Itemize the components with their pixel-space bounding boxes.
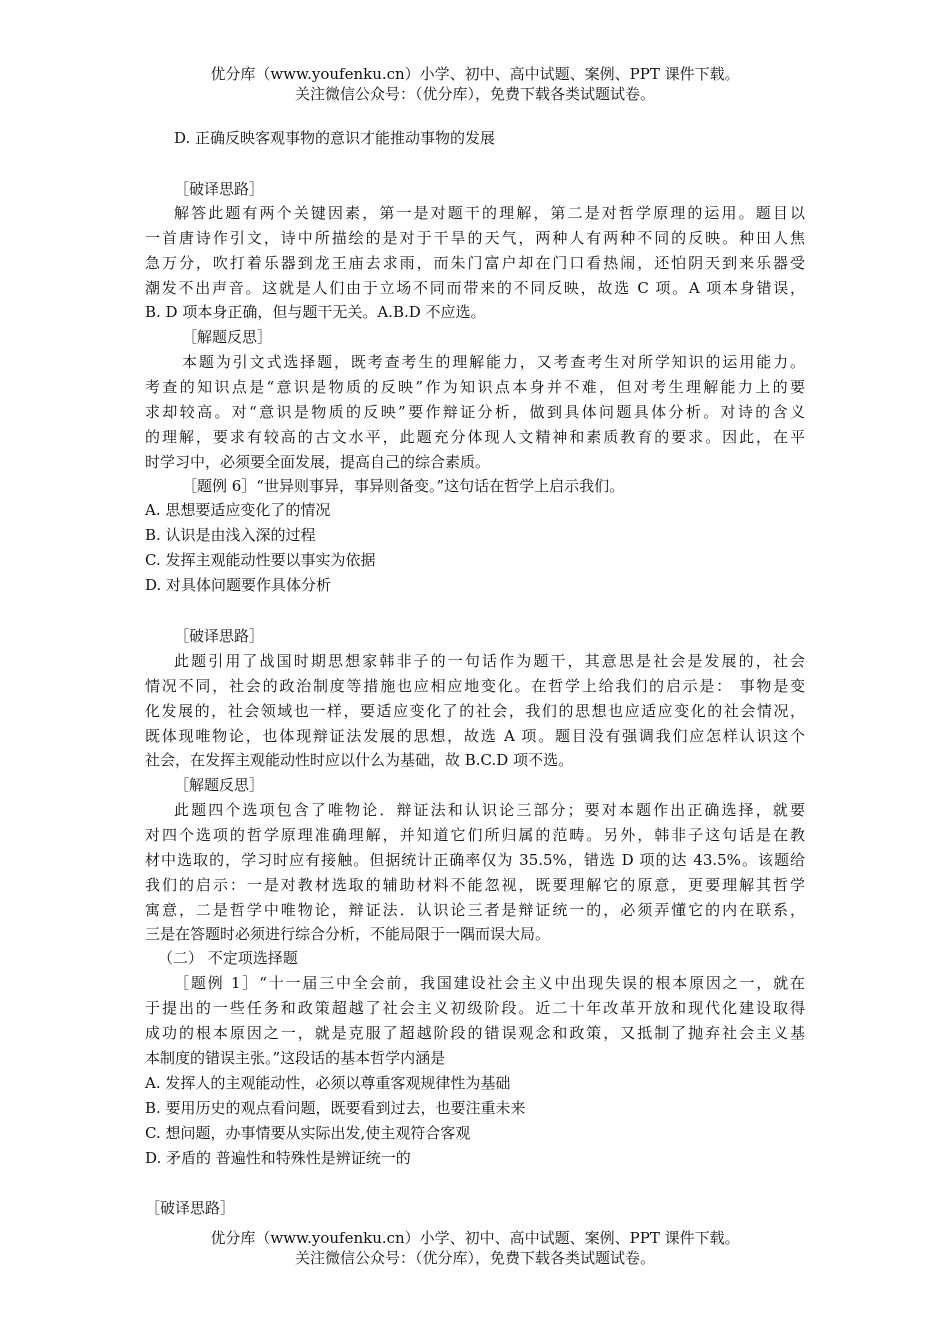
text-line: 求却较高。对“意识是物质的反映”要作辩证分析，做到具体问题具体分析。对诗的含义 [145, 403, 805, 421]
text-line: 于提出的一些任务和政策超越了社会主义初级阶段。近二十年改革开放和现代化建设取得 [145, 999, 805, 1017]
question-stem: ［题例 6］“世异则事异，事异则备变。”这句话在哲学上启示我们。 [182, 477, 625, 495]
text-line: 化发展的，社会领域也一样，要适应变化了的社会，我们的思想也应适应变化的社会情况， [145, 702, 805, 720]
page-header-line1: 优分库（www.youfenku.cn）小学、初中、高中试题、案例、PPT 课件下载。 [210, 65, 740, 83]
text-line: 情况不同，社会的政治制度等措施也应相应地变化。在哲学上给我们的启示是： 事物是变 [145, 677, 805, 695]
text-line: 本制度的错误主张。”这段话的基本哲学内涵是 [145, 1049, 446, 1067]
option-a: A. 思想要适应变化了的情况 [145, 501, 331, 519]
option-b: B. 要用历史的观点看问题，既要看到过去，也要注重未来 [145, 1099, 526, 1117]
option-c: C. 想问题，办事情要从实际出发,使主观符合客观 [145, 1124, 471, 1142]
page-header-line2: 关注微信公众号：（优分库），免费下载各类试题试卷。 [294, 85, 655, 103]
text-line: 本题为引文式选择题，既考查考生的理解能力，又考查考生对所学知识的运用能力。 [182, 353, 805, 371]
text-line: 时学习中，必须要全面发展，提高自己的综合素质。 [145, 453, 491, 471]
page-footer-line1: 优分库（www.youfenku.cn）小学、初中、高中试题、案例、PPT 课件下载。 [210, 1229, 740, 1247]
text-line: 材中选取的，学习时应有接触。但据统计正确率仅为 35.5%，错选 D 项的达 43.5%。该题给 [145, 851, 805, 869]
option-b: B. 认识是由浅入深的过程 [145, 526, 316, 544]
text-line: 既体现唯物论，也体现辩证法发展的思想，故选 A 项。题目没有强调我们应怎样认识这个 [145, 727, 805, 745]
option-a: A. 发挥人的主观能动性，必须以尊重客观规律性为基础 [145, 1074, 511, 1092]
text-line: 我们的启示：一是对教材选取的辅助材料不能忽视，既要理解它的原意，更要理解其哲学 [145, 876, 805, 894]
page-footer-line2: 关注微信公众号：（优分库），免费下载各类试题试卷。 [294, 1249, 655, 1267]
text-line: 社会，在发挥主观能动性时应以什么为基础，故 B.C.D 项不选。 [145, 751, 574, 769]
text-line: 成功的根本原因之一，就是克服了超越阶段的错误观念和政策，又抵制了抛弃社会主义基 [145, 1024, 805, 1042]
section-heading: ［解题反思］ [182, 328, 273, 346]
section-heading: ［解题反思］ [174, 776, 265, 794]
text-line: 对四个选项的哲学原理准确理解，并知道它们所归属的范畴。另外，韩非子这句话是在教 [145, 826, 805, 844]
text-line: 的理解，要求有较高的古文水平，此题充分体现人文精神和素质教育的要求。因此，在平 [145, 428, 805, 446]
text-line: 潮发不出声音。这就是人们由于立场不同而带来的不同反映，故选 C 项。A 项本身错误， [145, 279, 805, 297]
option-c: C. 发挥主观能动性要以事实为依据 [145, 551, 376, 569]
text-line: B. D 项本身正确，但与题干无关。A.B.D 不应选。 [145, 303, 486, 321]
text-line: 三是在答题时必须进行综合分析，不能局限于一隅而误大局。 [145, 925, 551, 943]
text-line: 考查的知识点是“意识是物质的反映”作为知识点本身并不难，但对考生理解能力上的要 [145, 378, 805, 396]
section-heading: ［破译思路］ [174, 180, 265, 198]
section-heading: ［破译思路］ [145, 1199, 236, 1217]
option-d: D. 矛盾的 普遍性和特殊性是辨证统一的 [145, 1149, 411, 1167]
text-line: 急万分，吹打着乐器到龙王庙去求雨，而朱门富户却在门口看热闹，还怕阴天到来乐器受 [145, 254, 805, 272]
section-heading: ［破译思路］ [174, 627, 265, 645]
question-stem: ［题例 1］“十一届三中全会前，我国建设社会主义中出现失误的根本原因之一，就在 [174, 974, 805, 992]
text-line: 解答此题有两个关键因素，第一是对题干的理解，第二是对哲学原理的运用。题目以 [174, 204, 805, 222]
text-line: 此题四个选项包含了唯物论．辩证法和认识论三部分；要对本题作出正确选择，就要 [174, 801, 805, 819]
text-line: 此题引用了战国时期思想家韩非子的一句话作为题干，其意思是社会是发展的，社会 [174, 652, 805, 670]
text-line: 一首唐诗作引文，诗中所描绘的是对于干旱的天气，两种人有两种不同的反映。种田人焦 [145, 229, 805, 247]
text-line: 寓意，二是哲学中唯物论，辩证法．认识论三者是辩证统一的，必须弄懂它的内在联系， [145, 901, 805, 919]
text-line: D. 正确反映客观事物的意识才能推动事物的发展 [174, 129, 496, 147]
option-d: D. 对具体问题要作具体分析 [145, 576, 332, 594]
section-title: （二） 不定项选择题 [158, 949, 298, 967]
